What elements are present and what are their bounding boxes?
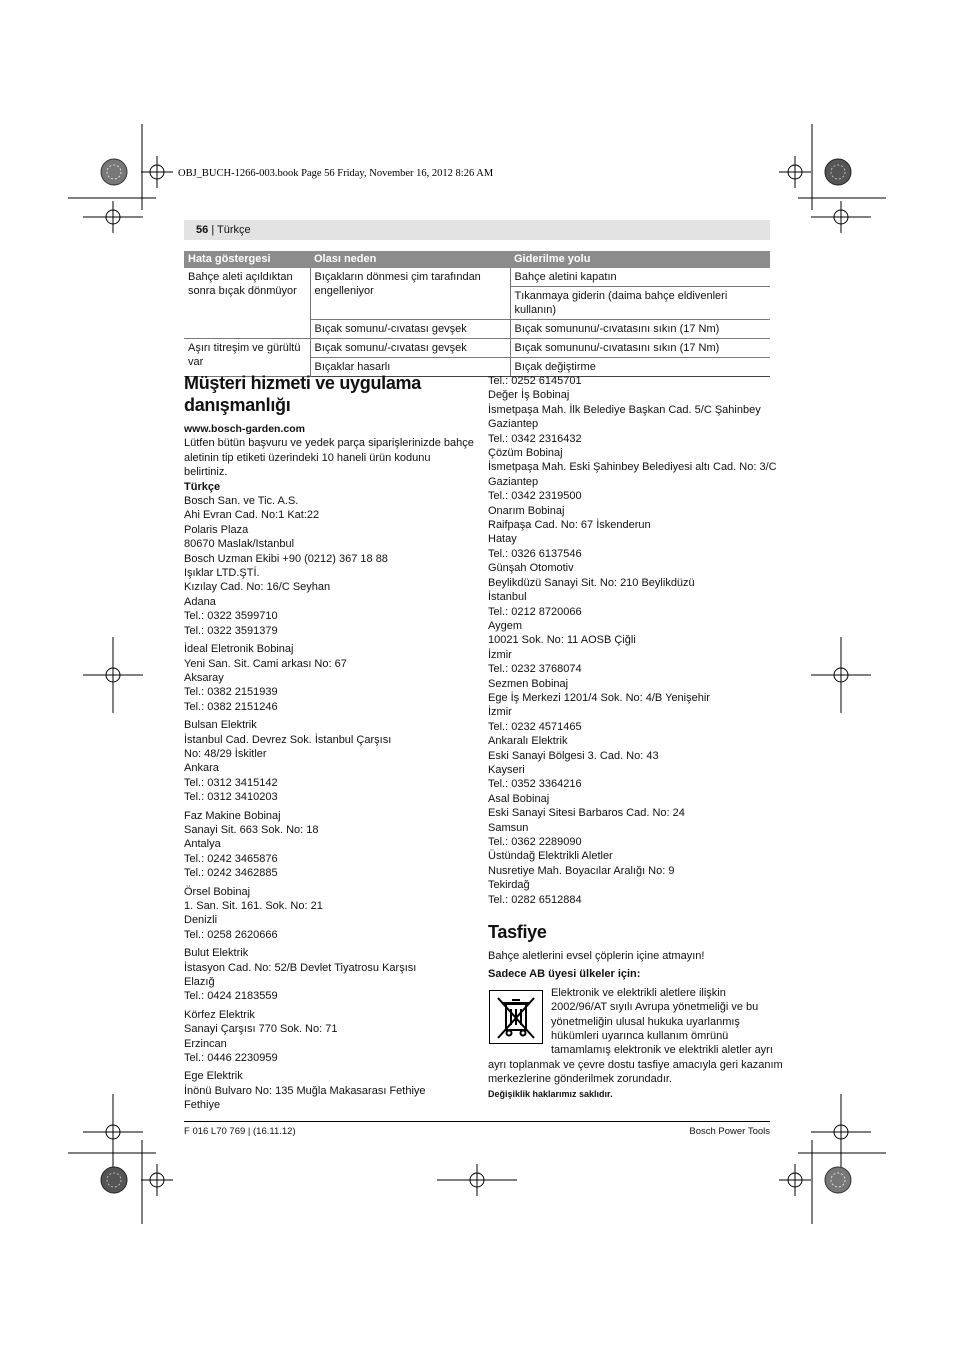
- page-header: [184, 220, 770, 240]
- address-line: Gaziantep: [488, 418, 539, 431]
- address-line: Günşah Otomotiv: [488, 562, 574, 575]
- address-line: 80670 Maslak/Istanbul: [184, 538, 295, 551]
- table-header-row: [184, 251, 770, 268]
- address-line: Asal Bobinaj: [488, 792, 550, 805]
- address-line: Tel.: 0362 2289090: [488, 836, 582, 848]
- column-header: Olası neden: [310, 251, 510, 268]
- address-line: Tel.: 0382 2151246: [184, 700, 278, 713]
- address-line: Ahi Evran Cad. No:1 Kat:22: [184, 509, 320, 522]
- service-intro: Lütfen bütün başvuru ve yedek parça siparişlerinizde bahçe aletinin tip etiketi üzerindeki 10 haneli ürün kodunu belirtiniz.: [184, 437, 474, 479]
- address-line: Tekirdağ: [488, 879, 530, 892]
- address-line: Çözüm Bobinaj: [488, 447, 563, 460]
- address-line: Ege İş Merkezi 1201/4 Sok. No: 4/B Yenişehir: [488, 691, 710, 704]
- left-column: [184, 372, 474, 1117]
- address-line: Fethiye: [184, 1099, 221, 1112]
- service-address-entry: [184, 494, 474, 638]
- address-line: Beylikdüzü Sanayi Sit. No: 210 Beylikdüzü: [488, 576, 695, 589]
- address-line: Erzincan: [184, 1037, 227, 1050]
- address-line: Işıklar LTD.ŞTİ.: [184, 567, 260, 580]
- address-line: Tel.: 0312 3410203: [184, 791, 278, 804]
- right-column: [488, 374, 783, 1101]
- address-line: Körfez Elektrik: [184, 1008, 255, 1021]
- service-address-entry: [184, 1069, 474, 1112]
- address-line: Üstündağ Elektrikli Aletler: [488, 850, 613, 863]
- service-address-entry: [184, 642, 474, 714]
- service-address-list: [184, 494, 474, 1113]
- address-line: Aygem: [488, 619, 523, 632]
- service-address-entry: [184, 946, 474, 1004]
- weee-text-line: yönetmeliğin ulusal hukuka uyarlanmış: [551, 1015, 740, 1028]
- table-cell: Tıkanmaya giderin (daima bahçe eldivenleri kullanın): [510, 287, 770, 320]
- website-link[interactable]: www.bosch-garden.com: [184, 423, 305, 435]
- address-line: Yeni San. Sit. Cami arkası No: 67: [184, 657, 347, 670]
- address-line: Tel.: 0446 2230959: [184, 1052, 278, 1065]
- address-line: Polaris Plaza: [184, 523, 249, 536]
- table-row: [184, 268, 770, 287]
- address-line: Sanayi Çarşısı 770 Sok. No: 71: [184, 1023, 338, 1036]
- address-line: Örsel Bobinaj: [184, 885, 251, 898]
- table-cell: Aşırı titreşim ve gürültü var: [184, 339, 310, 377]
- table-row: [184, 339, 770, 358]
- address-line: Nusretiye Mah. Boyacılar Aralığı No: 9: [488, 864, 675, 877]
- rights-reserved-note: Değişiklik haklarımız saklıdır.: [488, 1088, 613, 1099]
- address-line: Eski Sanayi Bölgesi 3. Cad. No: 43: [488, 749, 659, 762]
- weee-text-line: ayrı toplanmak ve çevre dostu tasfiye amacıyla geri kazanım: [488, 1058, 783, 1071]
- troubleshooting-table: [184, 251, 770, 377]
- page-number: 56: [196, 224, 209, 236]
- address-line: İstasyon Cad. No: 52/B Devlet Tiyatrosu Karşısı: [184, 961, 417, 974]
- address-line: İstanbul: [488, 591, 527, 604]
- column-header: Hata göstergesi: [184, 251, 310, 268]
- address-line: Tel.: 0252 6145701: [488, 375, 582, 387]
- address-line: Tel.: 0258 2620666: [184, 928, 278, 941]
- column-header: Giderilme yolu: [510, 251, 770, 268]
- table-cell: Bıçak somununu/-cıvatasını sıkın (17 Nm): [510, 320, 770, 339]
- disposal-heading: Tasfiye: [488, 922, 547, 943]
- address-line: Kızılay Cad. No: 16/C Seyhan: [184, 581, 331, 594]
- address-line: İdeal Eletronik Bobinaj: [184, 643, 294, 656]
- address-line: Tel.: 0382 2151939: [184, 686, 278, 699]
- address-line: Hatay: [488, 533, 517, 546]
- eu-only-heading: Sadece AB üyesi ülkeler için:: [488, 968, 641, 981]
- address-line: Tel.: 0322 3599710: [184, 610, 278, 623]
- address-line: Ankara: [184, 762, 219, 775]
- address-line: Faz Makine Bobinaj: [184, 809, 281, 822]
- footer-divider: [184, 1121, 770, 1122]
- address-line: Gaziantep: [488, 475, 539, 488]
- address-line: Samsun: [488, 821, 529, 834]
- address-line: Eski Sanayi Sitesi Barbaros Cad. No: 24: [488, 807, 685, 820]
- address-line: Adana: [184, 595, 216, 608]
- address-line: Elazığ: [184, 976, 215, 989]
- address-line: Tel.: 0212 8720066: [488, 605, 582, 618]
- weee-text-line: tamamlamış elektronik ve elektrikli aletler ayrı: [551, 1044, 773, 1057]
- address-line: Bulut Elektrik: [184, 947, 249, 960]
- weee-text-line: 2002/96/AT sıyılı Avrupa yönetmeliği ve bu: [551, 1001, 759, 1014]
- address-line: İzmir: [488, 706, 512, 719]
- table-cell: Bıçak somununu/-cıvatasını sıkın (17 Nm): [510, 339, 770, 358]
- address-line: Tel.: 0342 2319500: [488, 490, 582, 503]
- country-heading: Türkçe: [184, 480, 221, 493]
- address-line: Bulsan Elektrik: [184, 719, 257, 732]
- disposal-text: Bahçe aletlerini evsel çöplerin içine atmayın!: [488, 950, 705, 963]
- crossed-out-wheelie-bin-icon: [489, 990, 543, 1044]
- address-line: Tel.: 0242 3465876: [184, 852, 278, 865]
- address-line: No: 48/29 İskitler: [184, 747, 267, 760]
- address-line: Raifpaşa Cad. No: 67 İskenderun: [488, 519, 651, 532]
- address-line: İzmir: [488, 648, 512, 661]
- weee-text-line: merkezlerine gönderilmek zorundadır.: [488, 1073, 673, 1086]
- address-line: Sanayi Sit. 663 Sok. No: 18: [184, 823, 319, 836]
- address-line: Tel.: 0242 3462885: [184, 867, 278, 880]
- address-line: İsmetpaşa Mah. Eski Şahinbey Belediyesi altı Cad. No: 3/C: [488, 461, 777, 474]
- table-cell: Bahçe aleti açıldıktan sonra bıçak dönmüyor: [184, 268, 310, 339]
- table-cell: Bıçak somunu/-cıvatası gevşek: [310, 339, 510, 358]
- table-cell: Bahçe aletini kapatın: [510, 268, 770, 287]
- disposal-section: [488, 921, 783, 1101]
- weee-text-continued: [488, 1058, 783, 1087]
- address-line: Tel.: 0232 4571465: [488, 720, 582, 733]
- address-line: Antalya: [184, 838, 221, 851]
- address-line: İsmetpaşa Mah. İlk Belediye Başkan Cad. 5/C Şahinbey: [488, 403, 761, 416]
- print-info: OBJ_BUCH-1266-003.book Page 56 Friday, November 16, 2012 8:26 AM: [178, 168, 494, 179]
- address-line: Tel.: 0322 3591379: [184, 624, 278, 637]
- weee-text-line: hükümleri uyarınca kullanım ömrünü: [551, 1030, 729, 1043]
- footer-brand: Bosch Power Tools: [689, 1126, 770, 1137]
- address-line: Denizli: [184, 914, 218, 927]
- address-line: 1. San. Sit. 161. Sok. No: 21: [184, 900, 323, 912]
- address-line: Tel.: 0352 3364216: [488, 778, 582, 791]
- address-line: Tel.: 0424 2183559: [184, 990, 278, 1003]
- weee-notice: [488, 986, 783, 1087]
- service-address-entry: [184, 885, 474, 943]
- address-line: Aksaray: [184, 671, 224, 684]
- header-language: Türkçe: [217, 224, 251, 236]
- service-heading: Müşteri hizmeti ve uygulama danışmanlığı: [184, 373, 421, 415]
- address-line: Onarım Bobinaj: [488, 504, 565, 517]
- address-line: İstanbul Cad. Devrez Sok. İstanbul Çarşısı: [184, 733, 392, 746]
- address-line: Bosch Uzman Ekibi +90 (0212) 367 18 88: [184, 552, 388, 565]
- table-cell: Bıçakların dönmesi çim tarafından engelleniyor: [310, 268, 510, 320]
- footer-document-id: F 016 L70 769 | (16.11.12): [184, 1126, 296, 1137]
- table-cell: Bıçak somunu/-cıvatası gevşek: [310, 320, 510, 339]
- service-address-list-continued: [488, 374, 777, 907]
- address-line: Tel.: 0342 2316432: [488, 432, 582, 445]
- address-line: Ankaralı Elektrik: [488, 735, 568, 748]
- header-separator: |: [211, 224, 215, 236]
- address-line: Tel.: 0326 6137546: [488, 547, 582, 560]
- address-line: Tel.: 0282 6512884: [488, 893, 582, 906]
- address-line: Sezmen Bobinaj: [488, 677, 569, 690]
- address-line: Ege Elektrik: [184, 1070, 243, 1083]
- address-line: Tel.: 0312 3415142: [184, 776, 278, 789]
- address-line: Kayseri: [488, 763, 525, 776]
- service-address-entry: [184, 809, 474, 881]
- table-cell: Bıçaklar hasarlı: [310, 358, 510, 377]
- table-cell: Bıçak değiştirme: [510, 358, 770, 377]
- service-address-entry: [184, 718, 474, 804]
- address-line: Tel.: 0232 3768074: [488, 663, 582, 676]
- address-line: İnönü Bulvaro No: 135 Muğla Makasarası Fethiye: [184, 1084, 426, 1097]
- weee-text-line: Elektronik ve elektrikli aletlere ilişkin: [551, 986, 726, 999]
- address-line: Değer İş Bobinaj: [488, 389, 570, 402]
- address-line: 10021 Sok. No: 11 AOSB Çiğli: [488, 634, 636, 647]
- address-line: Bosch San. ve Tic. A.S.: [184, 495, 299, 508]
- service-address-entry: [184, 1008, 474, 1066]
